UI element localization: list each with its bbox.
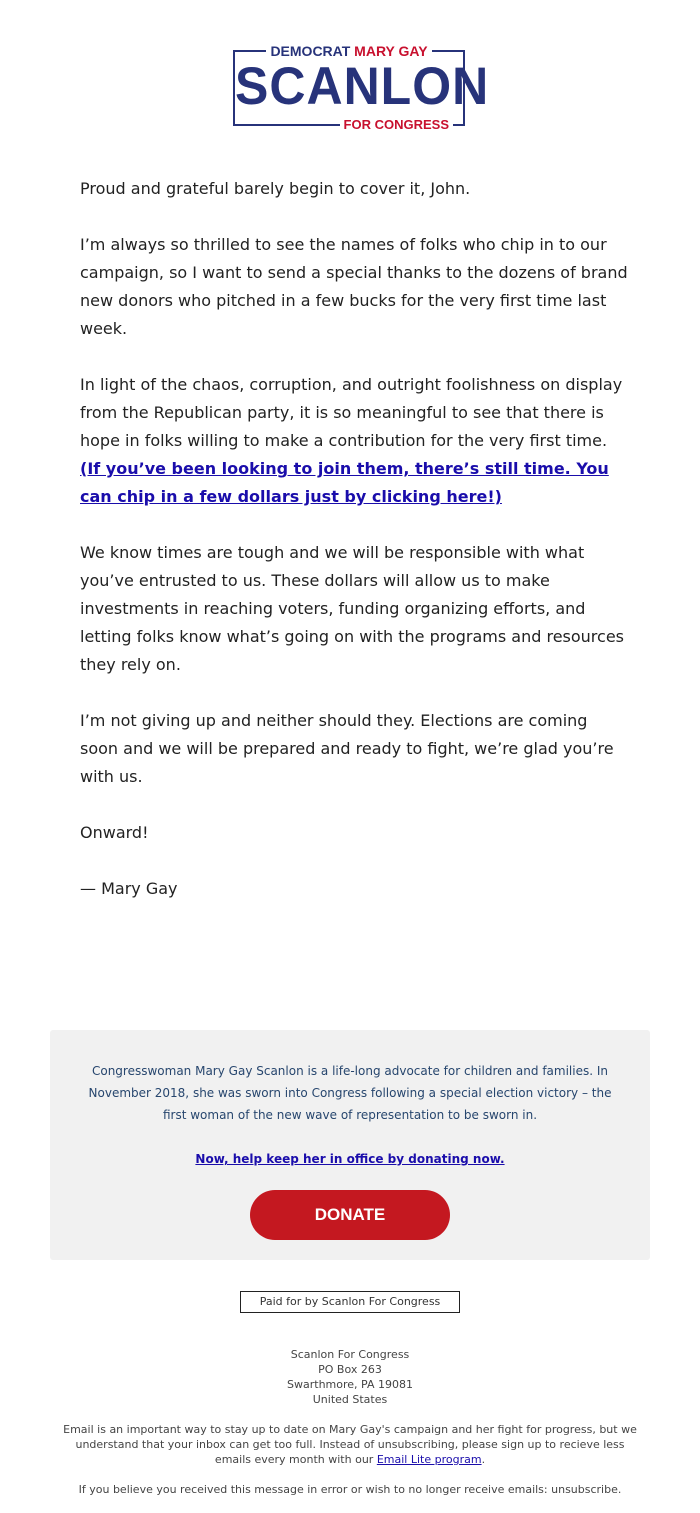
letter-paragraph-greeting: Proud and grateful barely begin to cover it, John. — [80, 179, 471, 198]
letter-paragraph-hope — [80, 371, 628, 511]
mailing-address — [0, 1347, 700, 1407]
address-line-pobox: PO Box 263 — [318, 1363, 382, 1376]
donate-now-link[interactable]: Now, help keep her in office by donating now. — [195, 1152, 505, 1166]
address-line-city: Swarthmore, PA 19081 — [287, 1378, 413, 1391]
address-line-org: Scanlon For Congress — [290, 1348, 410, 1361]
unsubscribe-link[interactable]: unsubscribe. — [551, 1483, 622, 1496]
campaign-logo — [233, 43, 490, 132]
address-line-country: United States — [312, 1393, 388, 1406]
email-note-end: . — [481, 1453, 486, 1466]
donate-button[interactable]: DONATE — [250, 1190, 450, 1240]
letter-paragraph-hope-text: In light of the chaos, corruption, and outright foolishness on display from the Republican party, it is so meaningful to see that there is hope in folks willing to make a contribution for the very first time. — [80, 375, 623, 450]
letter-closing: Onward! — [80, 823, 149, 842]
logo-democrat-text: DEMOCRAT — [270, 43, 351, 59]
logo-for-congress-text: FOR CONGRESS — [340, 117, 453, 133]
paid-for-disclaimer: Paid for by Scanlon For Congress — [240, 1291, 460, 1313]
bio-text: Congresswoman Mary Gay Scanlon is a life-long advocate for children and families. In November 2018, she was sworn into Congress following a special election victory – the first woman of the new wave of representation to be sworn in. — [88, 1064, 612, 1122]
email-lite-note — [60, 1422, 640, 1467]
unsubscribe-text: If you believe you received this message in error or wish to no longer receive emails: — [78, 1483, 548, 1496]
email-note-text: Email is an important way to stay up to date on Mary Gay's campaign and her fight for progress, but we understand that your inbox can get too full. Instead of unsubscribing, please sign up to recieve less emails every month with our — [63, 1423, 637, 1466]
unsubscribe-note — [60, 1482, 640, 1497]
logo-scanlon-text: SCANLON — [235, 56, 490, 116]
logo-mary-gay-text: MARY GAY — [354, 43, 428, 59]
letter-paragraph-thanks: I’m always so thrilled to see the names of folks who chip in to our campaign, so I want to send a special thanks to the dozens of brand new donors who pitched in a few bucks for the very first time last week. — [80, 235, 628, 338]
email-lite-link[interactable]: Email Lite program — [376, 1453, 482, 1466]
chip-in-link[interactable]: (If you’ve been looking to join them, there’s still time. You can chip in a few dollars just by clicking here!) — [80, 459, 609, 506]
letter-body — [80, 175, 628, 931]
letter-paragraph-responsibility: We know times are tough and we will be responsible with what you’ve entrusted to us. These dollars will allow us to make investments in reaching voters, funding organizing efforts, and letting folks know what’s going on with the programs and resources they rely on. — [80, 543, 625, 674]
bio-panel — [50, 1030, 650, 1260]
letter-paragraph-fight: I’m not giving up and neither should they. Elections are coming soon and we will be prepared and ready to fight, we’re glad you’re with us. — [80, 711, 614, 786]
letter-signature: — Mary Gay — [80, 879, 178, 898]
